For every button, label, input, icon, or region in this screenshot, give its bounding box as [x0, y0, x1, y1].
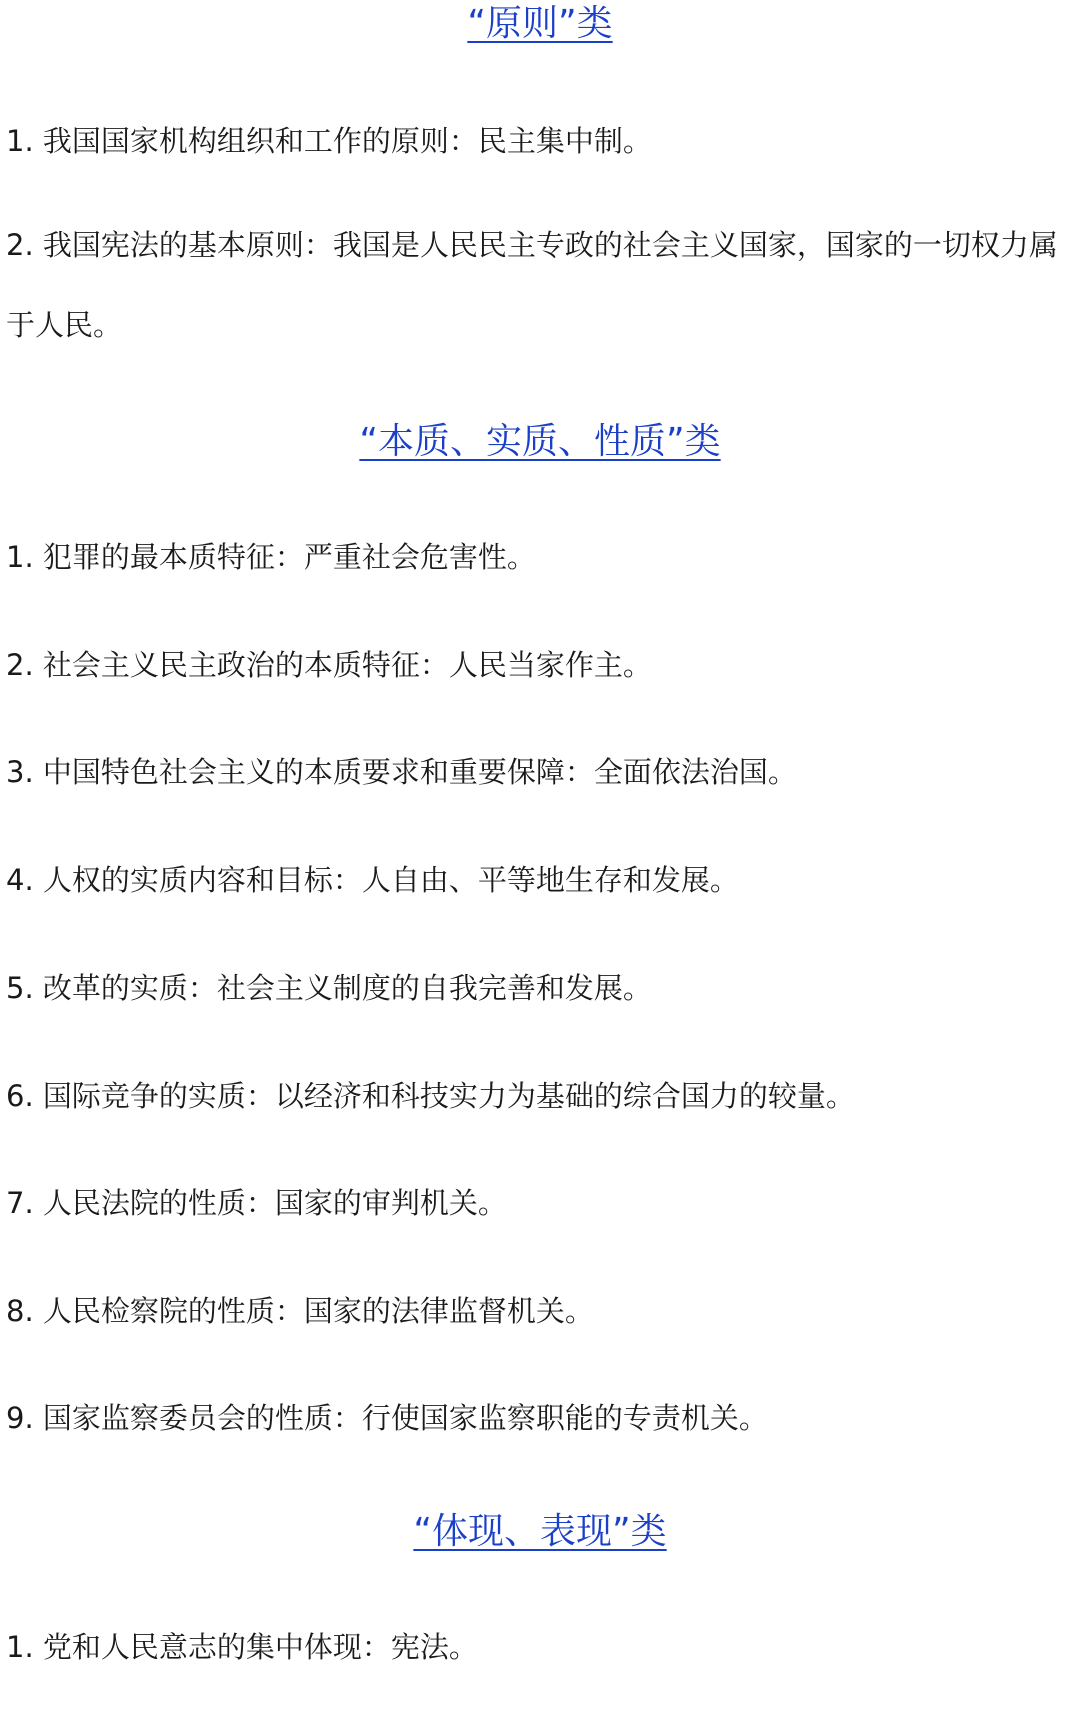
section-heading-essence-nature	[0, 418, 1080, 466]
list-item: 8. 人民检察院的性质：国家的法律监督机关。	[6, 1294, 594, 1328]
list-item: 7. 人民法院的性质：国家的审判机关。	[6, 1186, 507, 1220]
list-item: 6. 国际竞争的实质：以经济和科技实力为基础的综合国力的较量。	[6, 1079, 855, 1113]
list-item: 1. 犯罪的最本质特征：严重社会危害性。	[6, 540, 536, 574]
list-item: 2. 社会主义民主政治的本质特征：人民当家作主。	[6, 648, 652, 682]
list-item: 1. 我国国家机构组织和工作的原则：民主集中制。	[6, 124, 652, 158]
list-item: 5. 改革的实质：社会主义制度的自我完善和发展。	[6, 971, 652, 1005]
section-heading-text: “体现、表现”类	[413, 1511, 667, 1552]
section-heading-text: “本质、实质、性质”类	[359, 421, 721, 462]
list-item: 3. 中国特色社会主义的本质要求和重要保障：全面依法治国。	[6, 755, 797, 789]
section-heading-principles	[0, 0, 1080, 48]
list-item: 9. 国家监察委员会的性质：行使国家监察职能的专责机关。	[6, 1401, 768, 1435]
section-heading-embodiment	[0, 1508, 1080, 1556]
list-item: 1. 党和人民意志的集中体现：宪法。	[6, 1630, 478, 1664]
list-item: 4. 人权的实质内容和目标：人自由、平等地生存和发展。	[6, 863, 739, 897]
section-heading-text: “原则”类	[467, 3, 613, 44]
list-item: 2. 我国宪法的基本原则：我国是人民民主专政的社会主义国家，国家的一切权力属于人民。	[6, 228, 1058, 342]
